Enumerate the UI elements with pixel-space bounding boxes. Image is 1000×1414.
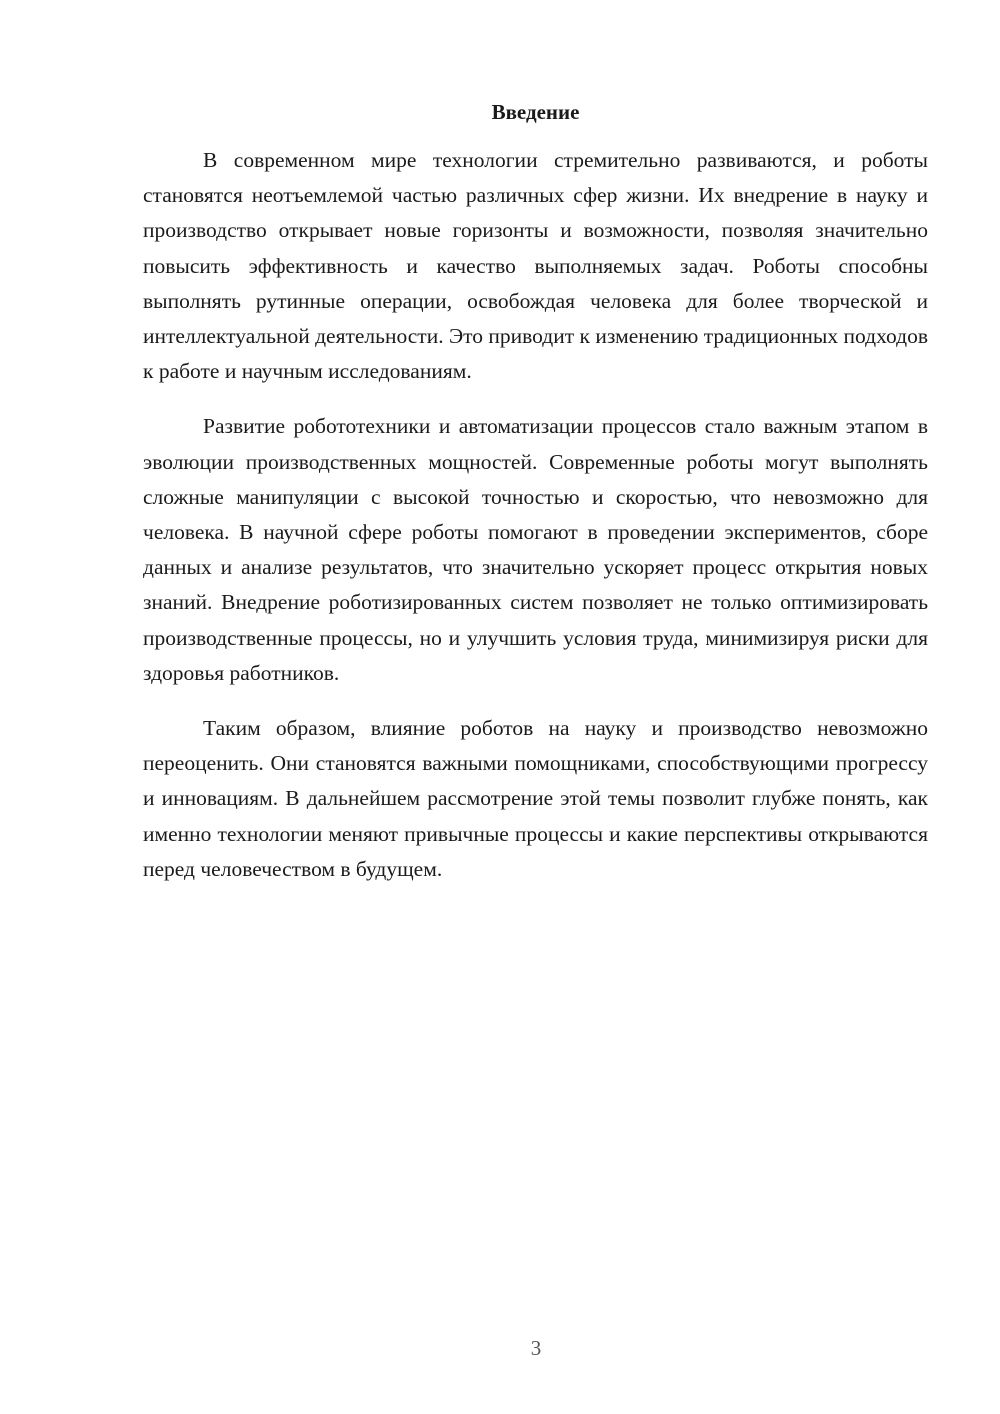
paragraph-2: Развитие робототехники и автоматизации процессов стало важным этапом в эволюции производственных мощностей. Современные роботы могут выполнять сложные манипуляции с высокой точностью и скоростью, что невозможно для человека. В научной сфере роботы помогают в проведении экспериментов, сборе данных и анализе результатов, что значительно ускоряет процесс открытия новых знаний. Внедрение роботизированных систем позволяет не только оптимизировать производственные процессы, но и улучшить условия труда, минимизируя риски для здоровья работников.	[143, 414, 928, 685]
body-text	[143, 143, 928, 907]
paragraph-3: Таким образом, влияние роботов на науку и производство невозможно переоценить. Они становятся важными помощниками, способствующими прогрессу и инновациям. В дальнейшем рассмотрение этой темы позволит глубже понять, как именно технологии меняют привычные процессы и какие перспективы открываются перед человечеством в будущем.	[143, 716, 928, 881]
section-heading: Введение	[491, 100, 580, 124]
page-number: 3	[530, 1336, 542, 1360]
paragraph-1: В современном мире технологии стремительно развиваются, и роботы становятся неотъемлемой частью различных сфер жизни. Их внедрение в науку и производство открывает новые горизонты и возможности, позволяя значительно повысить эффективность и качество выполняемых задач. Роботы способны выполнять рутинные операции, освобождая человека для более творческой и интеллектуальной деятельности. Это приводит к изменению традиционных подходов к работе и научным исследованиям.	[143, 148, 928, 384]
